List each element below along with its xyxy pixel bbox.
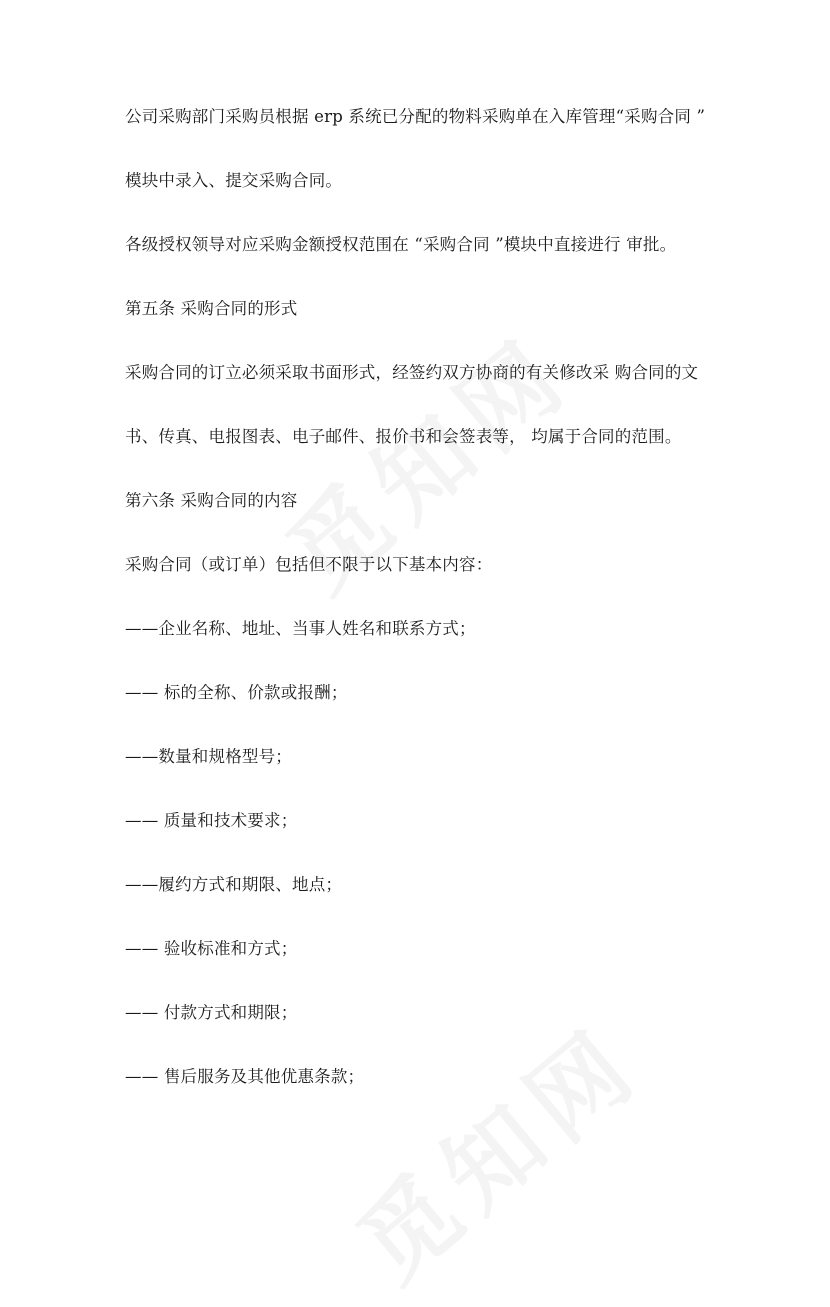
list-item: —— 标的全称、价款或报酬； xyxy=(125,683,348,702)
watermark-bottom xyxy=(325,990,666,1307)
paragraph-line-1: 公司采购部门采购员根据 erp 系统已分配的物料采购单在入库管理“采购合同 ” xyxy=(125,107,706,126)
section-heading-6: 第六条 采购合同的内容 xyxy=(125,491,298,510)
paragraph-line-6: 书、传真、电报图表、电子邮件、报价书和会签表等， 均属于合同的范围。 xyxy=(125,427,682,446)
list-item: —— 售后服务及其他优惠条款； xyxy=(125,1067,365,1086)
list-item: —— 验收标准和方式； xyxy=(125,939,298,958)
list-item: ——履约方式和期限、地点； xyxy=(125,875,343,894)
paragraph-line-3: 各级授权领导对应采购金额授权范围在 “采购合同 ”模块中直接进行 审批。 xyxy=(125,235,677,254)
paragraph-line-8: 采购合同（或订单）包括但不限于以下基本内容： xyxy=(125,555,493,574)
list-item: —— 质量和技术要求； xyxy=(125,811,298,830)
paragraph-line-5: 采购合同的订立必须采取书面形式，经签约双方协商的有关修改采 购合同的文 xyxy=(125,363,699,382)
paragraph-line-2: 模块中录入、提交采购合同。 xyxy=(125,171,343,190)
list-item: ——数量和规格型号； xyxy=(125,747,292,766)
list-item: —— 付款方式和期限； xyxy=(125,1003,298,1022)
section-heading-5: 第五条 采购合同的形式 xyxy=(125,299,298,318)
list-item: ——企业名称、地址、当事人姓名和联系方式； xyxy=(125,619,476,638)
